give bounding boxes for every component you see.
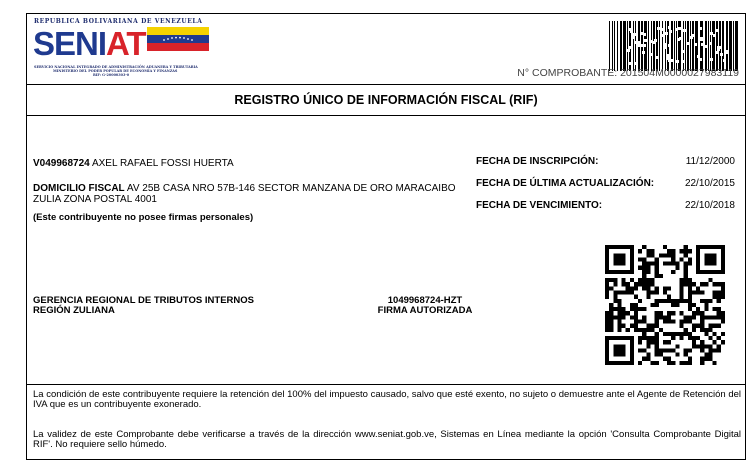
rif-certificate: [26, 13, 746, 460]
fecha-inscripcion-label: FECHA DE INSCRIPCIÓN:: [476, 156, 599, 167]
footer-validity-note: La validez de este Comprobante debe verificarse a través de la dirección www.seniat.gob.ve, Sistemas en Línea mediante la opción 'Consulta Comprobante Digital RIF'. No requiere sello húmedo.: [33, 429, 741, 450]
comprobante-number: [517, 67, 739, 79]
taxpayer-rif: V049968724: [33, 158, 90, 169]
fecha-inscripcion-value: 11/12/2000: [685, 156, 735, 167]
svg-text:SENIAT: SENIAT: [33, 25, 146, 62]
comprobante-label: N° COMPROBANTE:: [517, 67, 618, 79]
document-title: REGISTRO ÚNICO DE INFORMACIÓN FISCAL (RIF): [234, 93, 538, 107]
firma-label: FIRMA AUTORIZADA: [377, 305, 473, 316]
fecha-vencimiento-label: FECHA DE VENCIMIENTO:: [476, 200, 603, 211]
gerencia-line-1: GERENCIA REGIONAL DE TRIBUTOS INTERNOS: [33, 295, 254, 306]
domicilio-value: AV 25B CASA NRO 57B-146 SECTOR MANZANA DE ORO MARACAIBO ZULIA ZONA POSTAL 4001: [33, 183, 456, 205]
barcode-image: [607, 21, 741, 71]
agency-line-1: SERVICIO NACIONAL INTEGRADO DE ADMINISTRACIÓN ADUANERA Y TRIBUTARIA: [34, 65, 198, 69]
fecha-vencimiento-value: 22/10/2018: [684, 200, 735, 211]
divider-title: [27, 115, 745, 116]
footer-retention-note: La condición de este contribuyente requiere la retención del 100% del impuesto causado, salvo que esté exento, no sujeto o demuestre ante el Agente de Retención del IVA que es un contribuyente exonerado.: [33, 389, 741, 410]
fecha-actualizacion-value: 22/10/2015: [684, 178, 735, 189]
seniat-logo-graphic: [33, 24, 239, 64]
agency-line-3: RIF: G-20000303-0: [93, 73, 130, 77]
taxpayer-identity: [33, 158, 234, 169]
divider-footer: [27, 384, 745, 385]
seniat-logo: [33, 18, 239, 78]
gerencia-line-2: REGIÓN ZULIANA: [33, 305, 115, 316]
firmas-note: (Este contribuyente no posee firmas personales): [33, 212, 254, 223]
fecha-actualizacion-label: FECHA DE ÚLTIMA ACTUALIZACIÓN:: [476, 178, 655, 189]
domicilio-label: DOMICILIO FISCAL: [33, 183, 125, 194]
agency-line-2: MINISTERIO DEL PODER POPULAR DE ECONOMÍA Y FINANZAS: [53, 69, 178, 73]
comprobante-value: 201504M0000027983119: [620, 67, 739, 79]
republic-text: REPUBLICA BOLIVARIANA DE VENEZUELA: [34, 18, 203, 25]
firma-autorizada: [365, 296, 485, 316]
domicilio-fiscal: [33, 184, 463, 205]
gerencia-regional: [33, 296, 254, 316]
firma-code: 1049968724-HZT: [387, 295, 463, 306]
qr-code-image: [605, 245, 725, 365]
taxpayer-name: AXEL RAFAEL FOSSI HUERTA: [91, 158, 234, 169]
divider-top: [27, 84, 745, 85]
